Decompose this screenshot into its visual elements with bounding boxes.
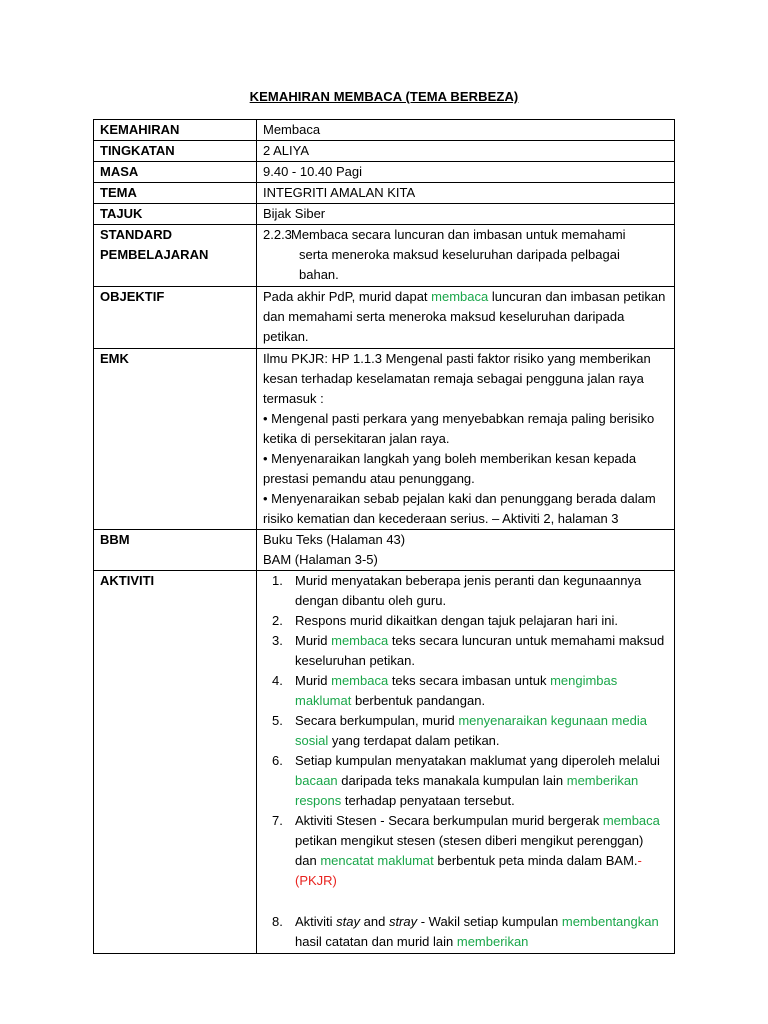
emk-bullet-1: • Mengenal pasti perkara yang menyebabkan remaja paling berisiko ketika di persekitaran jalan raya. xyxy=(263,411,655,446)
row-tingkatan xyxy=(94,141,675,162)
label-emk: EMK xyxy=(94,349,257,530)
activity-number: 3. xyxy=(272,633,283,648)
row-aktiviti xyxy=(94,571,675,954)
activity-highlight: membaca xyxy=(602,813,660,828)
value-objektif xyxy=(257,287,675,349)
activity-item xyxy=(263,571,668,611)
activity-highlight: membentangkan xyxy=(561,914,659,929)
activity-number: 6. xyxy=(272,753,283,768)
label-tema: TEMA xyxy=(94,183,257,204)
label-tajuk: TAJUK xyxy=(94,204,257,225)
activity-highlight: mencatat maklumat xyxy=(320,853,434,868)
activity-text: berbentuk peta minda dalam BAM. xyxy=(433,853,638,868)
value-kemahiran: Membaca xyxy=(257,120,675,141)
activity-text: teks secara imbasan untuk xyxy=(388,673,551,688)
value-emk xyxy=(257,349,675,530)
lesson-plan-table xyxy=(93,119,675,954)
label-masa: MASA xyxy=(94,162,257,183)
row-tajuk xyxy=(94,204,675,225)
activity-item xyxy=(263,631,668,671)
objektif-highlight: membaca xyxy=(431,289,489,304)
activity-text: terhadap penyataan tersebut. xyxy=(341,793,515,808)
activity-number: 8. xyxy=(272,914,283,929)
label-standard xyxy=(94,225,257,287)
emk-bullet-3: • Menyenaraikan sebab pejalan kaki dan penunggang berada dalam risiko kematian dan kecederaan serius. – Aktiviti 2, halaman 3 xyxy=(263,491,656,526)
value-tajuk: Bijak Siber xyxy=(257,204,675,225)
label-standard-line-1: STANDARD xyxy=(100,227,172,242)
activity-item xyxy=(263,671,668,711)
activity-text: Setiap kumpulan menyatakan maklumat yang diperoleh melalui xyxy=(295,753,660,768)
activity-text: teks secara luncuran untuk memahami maksud keseluruhan petikan. xyxy=(295,633,665,668)
activity-text: Murid xyxy=(295,673,332,688)
activity-number: 4. xyxy=(272,673,283,688)
activity-item xyxy=(263,811,668,891)
label-tingkatan: TINGKATAN xyxy=(94,141,257,162)
value-standard xyxy=(257,225,675,287)
activity-highlight: bacaan xyxy=(295,773,338,788)
bbm-line-2: BAM (Halaman 3-5) xyxy=(263,552,378,567)
activity-item xyxy=(263,912,668,952)
label-standard-line-2: PEMBELAJARAN xyxy=(100,247,209,262)
activity-text: yang terdapat dalam petikan. xyxy=(328,733,500,748)
activity-text: and xyxy=(360,914,389,929)
row-emk xyxy=(94,349,675,530)
activity-text: Aktiviti xyxy=(295,914,337,929)
emk-intro: Ilmu PKJR: HP 1.1.3 Mengenal pasti faktor risiko yang memberikan kesan terhadap keselamatan remaja sebagai pengguna jalan raya termasuk : xyxy=(263,351,651,406)
activity-item xyxy=(263,711,668,751)
row-standard xyxy=(94,225,675,287)
label-bbm: BBM xyxy=(94,530,257,571)
activity-item xyxy=(263,751,668,811)
standard-line-3: bahan. xyxy=(299,267,339,282)
row-masa xyxy=(94,162,675,183)
activity-number: 5. xyxy=(272,713,283,728)
activity-number: 7. xyxy=(272,813,283,828)
bbm-line-1: Buku Teks (Halaman 43) xyxy=(263,532,406,547)
label-objektif: OBJEKTIF xyxy=(94,287,257,349)
activity-text: daripada teks manakala kumpulan lain xyxy=(337,773,567,788)
activity-text: Murid menyatakan beberapa jenis peranti dan kegunaannya dengan dibantu oleh guru. xyxy=(295,573,642,608)
row-bbm xyxy=(94,530,675,571)
value-tingkatan: 2 ALIYA xyxy=(257,141,675,162)
activity-text: hasil catatan dan murid lain xyxy=(295,934,457,949)
activity-text: Murid xyxy=(295,633,332,648)
value-bbm xyxy=(257,530,675,571)
label-aktiviti: AKTIVITI xyxy=(94,571,257,954)
activity-number: 2. xyxy=(272,613,283,628)
standard-line-2: serta meneroka maksud keseluruhan daripada pelbagai xyxy=(299,247,620,262)
activity-spacer xyxy=(263,891,668,912)
label-kemahiran: KEMAHIRAN xyxy=(94,120,257,141)
pkjr-tag: -(PKJR) xyxy=(295,853,642,888)
activity-italic: stray xyxy=(388,914,418,929)
activity-text: Secara berkumpulan, murid xyxy=(295,713,459,728)
standard-line-1: Membaca secara luncuran dan imbasan untuk memahami xyxy=(291,227,626,242)
activity-item xyxy=(263,611,668,631)
activity-highlight: memberikan respons xyxy=(295,773,639,808)
value-masa: 9.40 - 10.40 Pagi xyxy=(257,162,675,183)
row-tema xyxy=(94,183,675,204)
activity-highlight: memberikan xyxy=(456,934,529,949)
activity-highlight: membaca xyxy=(331,633,389,648)
value-tema: INTEGRITI AMALAN KITA xyxy=(257,183,675,204)
activity-list xyxy=(263,571,668,952)
activity-text: berbentuk pandangan. xyxy=(351,693,486,708)
objektif-text-2: luncuran dan imbasan petikan dan memahami serta meneroka maksud keseluruhan daripada petikan. xyxy=(263,289,666,344)
standard-code: 2.2.3 xyxy=(263,227,292,242)
activity-highlight: membaca xyxy=(331,673,389,688)
activity-text: Aktiviti Stesen - Secara berkumpulan murid bergerak xyxy=(295,813,603,828)
document-title: KEMAHIRAN MEMBACA (TEMA BERBEZA) xyxy=(249,89,519,104)
emk-bullet-2: • Menyenaraikan langkah yang boleh memberikan kesan kepada prestasi pemandu atau penunggang. xyxy=(263,451,637,486)
row-kemahiran xyxy=(94,120,675,141)
row-objektif xyxy=(94,287,675,349)
activity-number: 1. xyxy=(272,573,283,588)
activity-highlight: mengimbas maklumat xyxy=(295,673,618,708)
activity-text: Respons murid dikaitkan dengan tajuk pelajaran hari ini. xyxy=(295,613,619,628)
activity-highlight: menyenaraikan kegunaan media sosial xyxy=(295,713,647,748)
activity-text: petikan mengikut stesen (stesen diberi mengikut perenggan) dan xyxy=(295,833,644,868)
activity-text: - Wakil setiap kumpulan xyxy=(417,914,562,929)
activity-italic: stay xyxy=(336,914,361,929)
objektif-text-1: Pada akhir PdP, murid dapat xyxy=(263,289,432,304)
value-aktiviti xyxy=(257,571,675,954)
